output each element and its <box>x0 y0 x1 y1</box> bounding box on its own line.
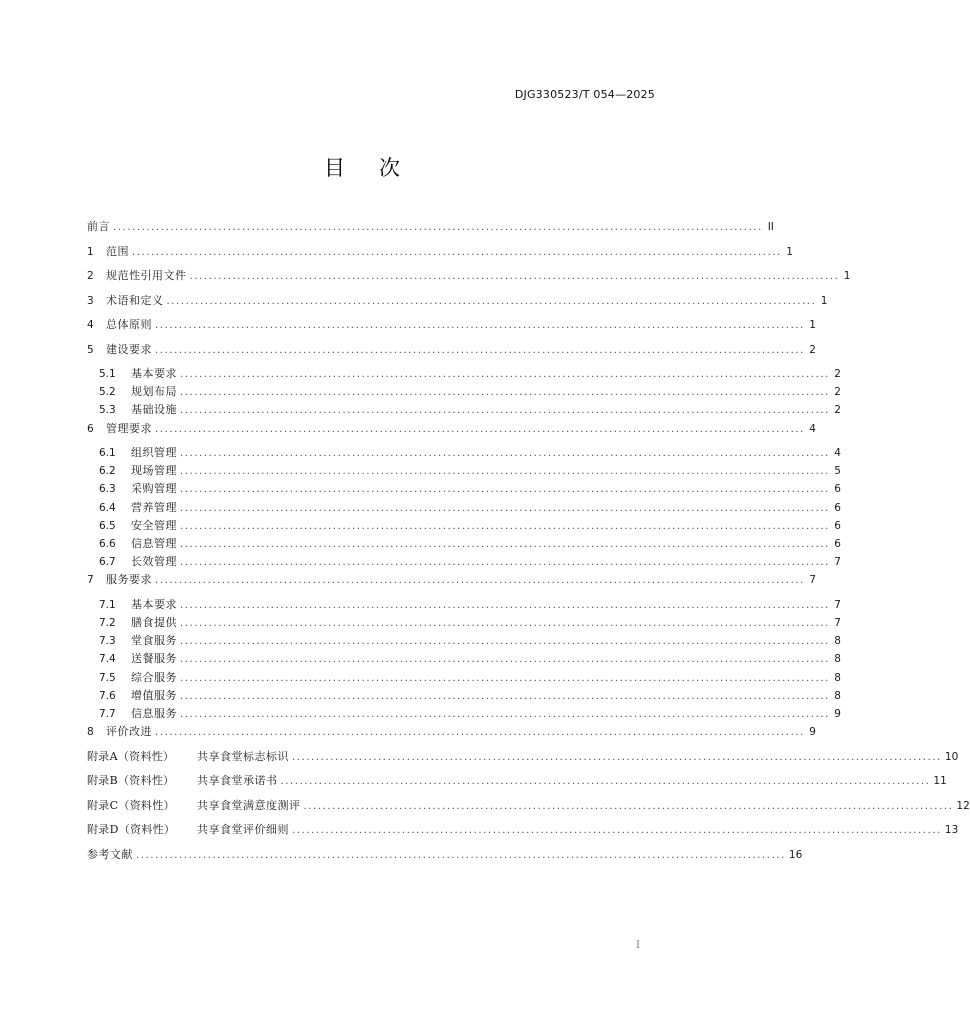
toc-entry[interactable] <box>87 572 816 597</box>
toc-section-number: 5.2 <box>99 386 116 399</box>
toc-section-number: 5.1 <box>99 368 116 380</box>
toc-entry-label: 评价改进 <box>106 725 152 739</box>
toc-leader-dots: ........................................................................................................................................ <box>180 520 830 532</box>
toc-section-number: 1 <box>87 245 94 258</box>
toc-subentry[interactable] <box>87 402 841 420</box>
toc-page-number: 9 <box>834 708 841 720</box>
toc-entry-label: 堂食服务 <box>131 634 177 648</box>
toc-entry-label: 共享食堂标志标识 <box>197 749 289 763</box>
toc-entry-label: 术语和定义 <box>106 293 164 307</box>
toc-entry[interactable] <box>87 268 851 293</box>
toc-entry-label: 信息管理 <box>131 537 177 550</box>
toc-leader-dots: ........................................................................................................................................ <box>180 539 830 550</box>
toc-leader-dots: ........................................................................................................................................ <box>155 423 805 435</box>
toc-leader-dots: ........................................................................................................................................ <box>180 466 830 478</box>
toc-section-number: 6 <box>87 422 94 435</box>
toc-leader-dots: ........................................................................................................................................ <box>155 344 805 356</box>
toc-entry[interactable] <box>87 724 816 749</box>
toc-page-number: 6 <box>834 501 841 514</box>
toc-subentry[interactable] <box>87 633 841 651</box>
toc-appendix-entry[interactable] <box>87 749 959 774</box>
document-code: DJG330523/T 054—2025 <box>514 88 655 101</box>
toc-entry-label: 综合服务 <box>131 670 177 684</box>
toc-section-number: 2 <box>87 270 94 282</box>
toc-subentry[interactable] <box>87 445 841 463</box>
toc-page-number: 2 <box>834 386 841 399</box>
toc-leader-dots: ........................................................................................................................................ <box>180 387 830 399</box>
toc-entry-label: 送餐服务 <box>131 652 177 666</box>
toc-leader-dots: ........................................................................................................................................ <box>155 727 805 739</box>
toc-entry[interactable] <box>87 421 816 446</box>
toc-section-number: 6.3 <box>99 483 116 496</box>
toc-appendix-tag: 附录C（资料性） <box>87 798 175 812</box>
toc-section-number: 7 <box>87 574 94 587</box>
toc-entry-label: 总体原则 <box>106 318 152 331</box>
toc-leader-dots: ........................................................................................................................................ <box>180 484 830 496</box>
toc-entry-label: 膳食提供 <box>131 616 177 630</box>
toc-leader-dots: ........................................................................................................................................ <box>180 557 830 569</box>
table-of-contents <box>87 219 970 871</box>
toc-leader-dots: ........................................................................................................................................ <box>303 800 954 812</box>
toc-leader-dots: ........................................................................................................................................ <box>180 672 830 684</box>
toc-page-number: 8 <box>834 689 841 702</box>
toc-section-number: 6.4 <box>99 501 116 514</box>
toc-entry-label: 信息服务 <box>131 707 177 720</box>
toc-appendix-entry[interactable] <box>87 773 947 798</box>
toc-page-number: 7 <box>834 617 841 630</box>
toc-entry-label: 安全管理 <box>131 518 177 532</box>
toc-entry-label: 现场管理 <box>131 464 177 478</box>
toc-appendix-entry[interactable] <box>87 822 959 847</box>
toc-section-number: 7.6 <box>99 689 116 702</box>
toc-page-number: 6 <box>834 538 841 550</box>
toc-subentry[interactable] <box>87 518 841 536</box>
toc-page-number: 6 <box>834 519 841 532</box>
toc-page-number: 7 <box>834 598 841 611</box>
toc-page-number: 8 <box>834 653 841 666</box>
toc-subentry[interactable] <box>87 688 841 706</box>
toc-page-number: 1 <box>820 294 828 307</box>
toc-page-number: 16 <box>788 848 803 861</box>
toc-entry[interactable] <box>87 317 816 342</box>
toc-entry[interactable] <box>87 342 816 367</box>
toc-page-number: 13 <box>944 824 959 837</box>
toc-subentry[interactable] <box>87 500 841 518</box>
toc-entry-label: 建设要求 <box>106 342 152 356</box>
toc-leader-dots: ........................................................................................................................................ <box>180 690 830 702</box>
toc-page-number: 12 <box>956 799 970 812</box>
toc-entry-label: 基本要求 <box>131 367 177 380</box>
toc-page-number: 4 <box>809 422 816 435</box>
toc-entry-label: 营养管理 <box>131 500 177 514</box>
toc-page-number: 9 <box>809 726 816 739</box>
toc-entry[interactable] <box>87 847 803 872</box>
toc-leader-dots: ........................................................................................................................................ <box>180 654 830 666</box>
toc-entry-label: 服务要求 <box>106 573 152 587</box>
toc-section-number: 7.7 <box>99 708 116 720</box>
toc-entry-label: 增值服务 <box>131 688 177 702</box>
toc-leader-dots: ........................................................................................................................................ <box>180 448 830 460</box>
toc-page-number: 2 <box>809 343 816 356</box>
toc-section-number: 5.3 <box>99 404 116 417</box>
page-title: 目次 <box>324 156 434 180</box>
toc-leader-dots: ........................................................................................................................................ <box>180 369 830 380</box>
page-number: I <box>636 940 640 951</box>
toc-section-number: 6.5 <box>99 519 116 532</box>
toc-subentry[interactable] <box>87 615 841 633</box>
toc-subentry[interactable] <box>87 366 841 384</box>
toc-appendix-tag: 附录B（资料性） <box>87 774 175 788</box>
toc-entry[interactable] <box>87 244 793 269</box>
toc-section-number: 7.2 <box>99 617 116 630</box>
toc-subentry[interactable] <box>87 384 841 402</box>
toc-page-number: II <box>767 221 774 233</box>
toc-page-number: 1 <box>843 270 851 282</box>
toc-entry[interactable] <box>87 293 828 318</box>
toc-page-number: 11 <box>933 775 947 788</box>
toc-page-number: 10 <box>944 750 959 763</box>
toc-subentry[interactable] <box>87 463 841 481</box>
toc-subentry[interactable] <box>87 554 841 572</box>
toc-leader-dots: ........................................................................................................................................ <box>292 825 942 837</box>
toc-page-number: 7 <box>809 574 816 587</box>
toc-page-number: 2 <box>834 368 841 380</box>
toc-section-number: 3 <box>87 294 94 307</box>
toc-entry[interactable] <box>87 219 774 244</box>
toc-leader-dots: ........................................................................................................................................ <box>280 776 931 788</box>
toc-entry-label: 长效管理 <box>131 555 177 569</box>
toc-section-number: 7.3 <box>99 635 116 648</box>
toc-entry-label: 采购管理 <box>131 482 177 496</box>
toc-entry-label: 共享食堂满意度测评 <box>197 798 301 812</box>
toc-leader-dots: ........................................................................................................................................ <box>180 599 830 611</box>
toc-page-number: 7 <box>834 556 841 569</box>
toc-entry-label: 规范性引用文件 <box>106 269 187 282</box>
toc-leader-dots: ........................................................................................................................................ <box>166 295 817 307</box>
toc-subentry[interactable] <box>87 597 841 615</box>
toc-leader-dots: ........................................................................................................................................ <box>113 222 763 233</box>
toc-entry-label: 共享食堂评价细则 <box>197 823 289 837</box>
toc-leader-dots: ........................................................................................................................................ <box>180 405 830 417</box>
toc-subentry[interactable] <box>87 481 841 499</box>
toc-page-number: 6 <box>834 483 841 496</box>
toc-entry-label: 基本要求 <box>131 597 177 611</box>
toc-entry-label: 管理要求 <box>106 421 152 435</box>
toc-page-number: 1 <box>786 245 793 258</box>
toc-page-number: 5 <box>834 465 841 478</box>
toc-appendix-tag: 附录A（资料性） <box>87 749 175 763</box>
toc-subentry[interactable] <box>87 651 841 669</box>
toc-section-number: 6.7 <box>99 556 116 569</box>
toc-page-number: 1 <box>809 319 816 331</box>
toc-entry-label: 基础设施 <box>131 403 177 417</box>
toc-section-number: 6.2 <box>99 465 116 478</box>
toc-leader-dots: ........................................................................................................................................ <box>180 636 830 648</box>
toc-leader-dots: ........................................................................................................................................ <box>155 575 805 587</box>
toc-subentry[interactable] <box>87 670 841 688</box>
toc-section-number: 7.4 <box>99 653 116 666</box>
toc-section-number: 8 <box>87 726 94 739</box>
toc-section-number: 7.1 <box>99 598 116 611</box>
toc-leader-dots: ........................................................................................................................................ <box>180 502 830 514</box>
toc-leader-dots: ........................................................................................................................................ <box>180 618 830 630</box>
toc-subentry[interactable] <box>87 706 841 724</box>
toc-leader-dots: ........................................................................................................................................ <box>132 246 782 258</box>
toc-leader-dots: ........................................................................................................................................ <box>292 751 942 763</box>
toc-section-number: 5 <box>87 343 94 356</box>
toc-entry-label: 前言 <box>87 220 110 233</box>
toc-leader-dots: ........................................................................................................................................ <box>155 320 805 331</box>
toc-section-number: 6.6 <box>99 538 116 550</box>
toc-leader-dots: ........................................................................................................................................ <box>136 849 786 861</box>
toc-section-number: 6.1 <box>99 447 116 460</box>
toc-page-number: 2 <box>834 404 841 417</box>
toc-entry-label: 规划布局 <box>131 385 177 399</box>
toc-leader-dots: ........................................................................................................................................ <box>180 709 830 720</box>
toc-entry-label: 参考文献 <box>87 847 133 861</box>
toc-page-number: 8 <box>834 635 841 648</box>
toc-entry-label: 共享食堂承诺书 <box>197 774 278 788</box>
toc-appendix-entry[interactable] <box>87 798 970 823</box>
toc-section-number: 4 <box>87 319 94 331</box>
toc-page-number: 8 <box>834 671 841 684</box>
toc-leader-dots: ........................................................................................................................................ <box>189 271 840 282</box>
toc-subentry[interactable] <box>87 536 841 554</box>
toc-page-number: 4 <box>834 447 841 460</box>
toc-entry-label: 组织管理 <box>131 446 177 460</box>
toc-entry-label: 范围 <box>106 244 129 258</box>
toc-section-number: 7.5 <box>99 671 116 684</box>
toc-appendix-tag: 附录D（资料性） <box>87 823 176 837</box>
